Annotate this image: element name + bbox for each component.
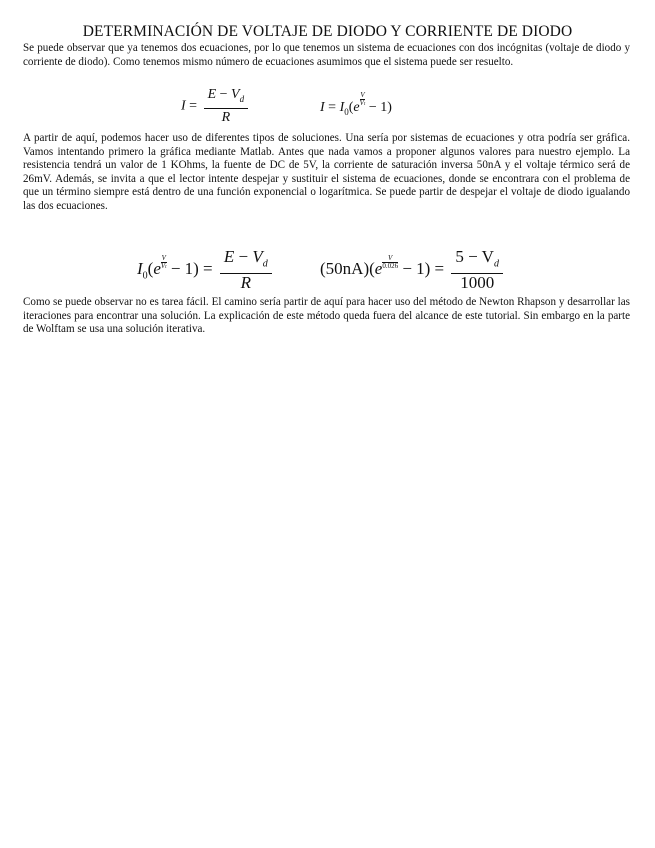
- eq4-exp-num: V: [382, 255, 398, 263]
- equation-numeric: [320, 248, 506, 292]
- eq2-exp-den-sub: t: [363, 102, 366, 107]
- eq3-den: R: [240, 273, 252, 293]
- eq3-num-b: V: [252, 247, 263, 266]
- paragraph-solutions: [23, 132, 630, 214]
- eq4-e: e: [374, 259, 383, 279]
- eq4-num: 5 − V: [455, 247, 494, 266]
- paragraph-intro: Se puede observar que ya tenemos dos ecuaciones, por lo que tenemos un sistema de ecuaciones con dos incógnitas (voltaje de diodo y corriente de diodo). Como tenemos mismo número de ecuaciones asumimos que el sistema puede ser resuelto.: [23, 42, 630, 68]
- eq3-i0: I: [137, 259, 143, 279]
- paragraph-solutions-b: Antes que nada vamos a proponer algunos valores para nuestro ejemplo. La resistencia tendrá un valor de 1 KOhms, la fuente de DC de 5V, la corriente de saturación inversa 50nA y el voltaje térmico será de 26mV.: [23, 145, 630, 185]
- eq2-exponent: [360, 92, 366, 108]
- eq3-e: e: [153, 259, 161, 279]
- eq1-num-b: V: [231, 87, 240, 102]
- equation-shockley: [320, 92, 392, 117]
- eq4-exp-den: 0.026: [382, 262, 399, 271]
- eq1-equals: =: [189, 98, 198, 114]
- eq4-tail: − 1) =: [402, 259, 445, 279]
- eq2-e: e: [353, 100, 360, 115]
- eq3-minus: −: [238, 247, 249, 266]
- eq3-open: (: [147, 259, 154, 279]
- eq3-exp-num: V: [161, 254, 166, 263]
- eq1-den: R: [221, 109, 231, 125]
- eq4-lhs: (50nA)(: [320, 259, 375, 279]
- paragraph-solutions-a: A partir de aquí, podemos hacer uso de diferentes tipos de soluciones. Una sería por sistemas de ecuaciones y otra podría ser gráfica. Vamos intentando primero la gráfica mediante Matlab.: [23, 132, 630, 158]
- page-title: DETERMINACIÓN DE VOLTAJE DE DIODO Y CORRIENTE DE DIODO: [82, 23, 573, 40]
- paragraph-conclusion: Como se puede observar no es tarea fácil. El camino sería partir de aquí para hacer uso del método de Newton Rhapson y desarrollar las iteraciones para encontrar una solución. La explicación de este método queda fuera del alcance de este tutorial. Sin embargo en la parte de Wolftam se usa una solución iterativa.: [23, 296, 630, 336]
- eq3-i0-sub: 0: [142, 270, 148, 282]
- eq3-exp-den-sub: t: [165, 265, 167, 271]
- paragraph-solutions-c: Además, se invita a que el lector intente despejar y sustituir el sistema de ecuaciones, donde se encontrara con el problema de que un término siempre está dentro de una función exponencial o logarítmica. Se puede partir de despejar el voltaje de diodo igualando las dos ecuaciones.: [23, 172, 630, 212]
- eq2-i0-sub: 0: [344, 106, 349, 117]
- eq1-num-b-sub: d: [239, 93, 245, 104]
- eq2-exp-den: V: [359, 99, 364, 107]
- eq3-tail: − 1) =: [170, 259, 213, 279]
- eq4-exponent: [382, 255, 398, 270]
- equation-ohm-law: [181, 86, 251, 127]
- eq2-tail: − 1): [368, 100, 392, 115]
- equation-combined: [137, 248, 275, 292]
- eq2-equals: =: [328, 100, 337, 115]
- eq2-exp-num: V: [360, 91, 365, 99]
- eq2-i0: I: [339, 100, 345, 115]
- eq2-lhs: I: [320, 100, 325, 115]
- eq1-minus: −: [219, 87, 228, 102]
- eq3-fraction: [220, 248, 272, 292]
- eq3-exp-den: V: [160, 262, 166, 271]
- eq1-num-a: E: [207, 87, 217, 102]
- eq4-num-sub: d: [493, 258, 499, 270]
- eq3-exponent: [161, 255, 167, 271]
- eq4-den: 1000: [460, 273, 495, 293]
- eq1-lhs: I: [181, 98, 186, 114]
- eq3-num-b-sub: d: [262, 258, 268, 270]
- eq1-fraction: [204, 86, 249, 127]
- eq4-fraction: [451, 248, 503, 292]
- eq3-num-a: E: [223, 247, 235, 266]
- eq2-open: (: [348, 100, 354, 115]
